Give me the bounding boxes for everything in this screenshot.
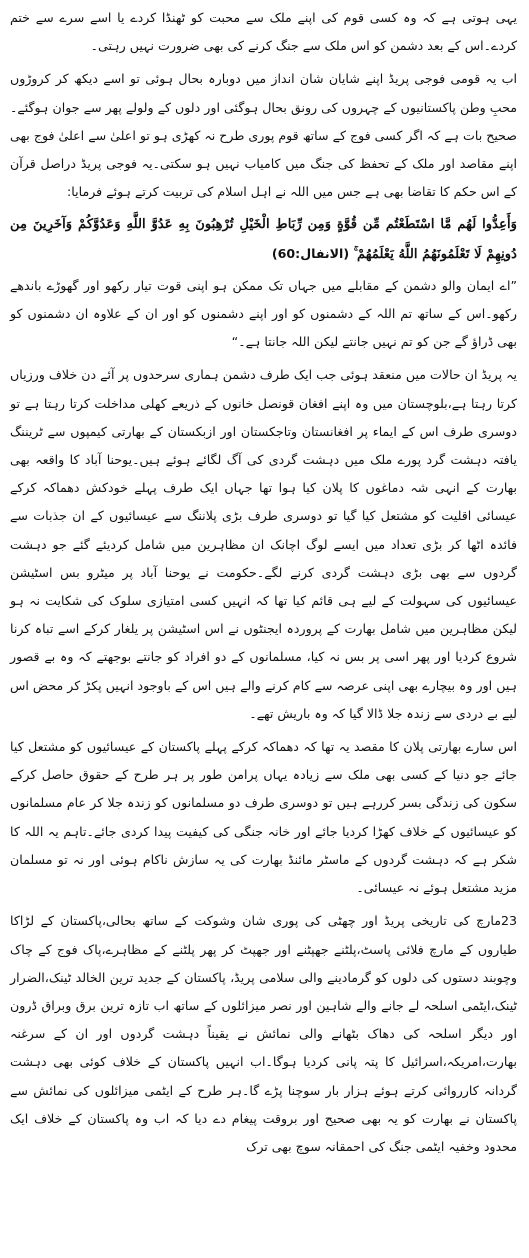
paragraph-march-23: 23مارچ کی تاریخی پریڈ اور چھٹی کی پوری شان وشوکت کے ساتھ بحالی،پاکستان کے لڑاکا طیاروں کے مارچ فلائی پاسٹ،پلٹنے جھپٹنے اور جھپٹ کر پھر پلٹنے کے مظاہرے،پاک فوج کے چاک وچوبند دستوں کی دلوں کو گرمادینے والی سلامی پریڈ، پاکستان کے جدید ترین الخالد ٹینک،الضرار ٹینک،ایٹمی اسلحہ لے جانے والے شاہین اور نصر میزائلوں کے ساتھ اب تازہ ترین برق وبراق ڈرون اور دیگر اسلحہ کی دھاک بٹھانے والی نمائش نے یقیناً دہشت گردوں اور ان کے سرغنہ بھارت،امریکہ،اسرائیل کا پتہ پانی کردیا ہوگا۔اب انہیں پاکستان کے خلاف کوئی بھی دہشت گردانہ کارروائی کرتے ہوئے ہزار بار سوچنا پڑے گا۔ہر طرح کے ایٹمی میزائلوں کی نمائش سے پاکستان نے بھارت کو یہ بھی صحیح اور بروقت پیغام دے دیا کہ اب وہ پاکستان کے خلاف ایک محدود وخفیہ ایٹمی جنگ کی احمقانہ سوچ بھی ترک: [10, 913, 517, 1154]
verse-translation: ”اے ایمان والو دشمن کے مقابلے میں جہاں تک ممکن ہو اپنی قوت تیار رکھو اور گھوڑے باندھے رکھو۔اس کے ساتھ تم اللہ کے دشمنوں کو اور اپنے دشمنوں کو اور ان کے علاوہ ان دشمنوں کو بھی ڈراؤ گے جن کو تم نہیں جانتے لیکن اللہ جانتا ہے۔“: [10, 277, 517, 350]
paragraph-circumstances: یہ پریڈ ان حالات میں منعقد ہوئی جب ایک طرف دشمن ہماری سرحدوں پر آئے دن خلاف ورزیاں کرتا رہتا ہے،بلوچستان میں وہ اپنے افغان قونصل خانوں کے ذریعے کھلی مداخلت کرتا رہتا ہے تو دوسری طرف اس کے ایماء پر افغانستان وتاجکستان اور ازبکستان کے بھارتی کیمپوں سے ٹریننگ یافتہ دہشت گرد پورے ملک میں دہشت گردی کی آگ لگائے ہوئے ہیں۔یوحنا آباد کا واقعہ بھی بھارت کے انہی شہ دماغوں کا پلان کیا ہوا تھا جہاں ایک طرف پہلے خودکش دھماکہ کرکے عیسائی اقلیت کو مشتعل کیا گیا تو دوسری طرف بڑی پلاننگ سے عیسائیوں کے ان جذبات سے فائدہ اٹھا کر بڑی تعداد میں ایسے لوگ اچانک ان مظاہرین میں شامل کردیئے گئے جو دہشت گردوں سے بھی بڑی دہشت گردی کرنے لگے۔حکومت نے یوحنا آباد پر میٹرو بس اسٹیشن عیسائیوں کی سہولت کے لیے ہی قائم کیا تھا کہ انہیں کسی امتیازی سلوک کی شکایت نہ ہو لیکن مظاہرین میں شامل بھارت کے پروردہ ایجنٹوں نے اس اسٹیشن پر یلغار کرکے اسے تباہ کرنا شروع کردیا اور پھر اسی پر بس نہ کیا، مسلمانوں کے دو افراد کو جانتے بوجھتے کہ وہ بے قصور ہیں اور وہ بیچارے بھی اپنی عرصہ سے کام کرنے والے ہیں اس کے باوجود انہیں پکڑ کر محض اس لیے بے دردی سے زندہ جلا ڈالا گیا کہ وہ باریش تھے۔: [10, 367, 517, 721]
paragraph-parade-restored: اب یہ قومی فوجی پریڈ اپنے شایان شان انداز میں دوبارہ بحال ہوئی تو اسے دیکھ کر کروڑوں محبِ وطن پاکستانیوں کے چہروں کی رونق بحال ہوگئی اور دلوں کے ولولے پھر سے جوان ہوگئے۔صحیح بات ہے کہ اگر کسی فوج کے ساتھ قوم پوری طرح نہ کھڑی ہو تو اعلیٰ سے اعلیٰ فوج بھی اپنے مقاصد اور ملک کے تحفظ کی جنگ میں کامیاب نہیں ہو سکتی۔یہ فوجی پریڈ دراصل قرآن کے اس حکم کا تقاضا بھی ہے جس میں اللہ نے اہل اسلام کی تربیت کرتے ہوئے فرمایا:: [10, 71, 517, 200]
paragraph-intro: یہی ہوتی ہے کہ وہ کسی قوم کی اپنے ملک سے محبت کو ٹھنڈا کردے یا اسے سرے سے ختم کردے۔اس کے بعد دشمن کو اس ملک سے جنگ کرنے کی بھی ضرورت نہیں رہتی۔: [10, 10, 517, 54]
quran-verse-text: وَأَعِدُّوا لَهُم مَّا اسْتَطَعْتُم مِّن قُوَّةٍ وَمِن رِّبَاطِ الْخَيْلِ تُرْهِبُونَ بِهِ عَدُوَّ اللَّهِ وَعَدُوَّكُمْ وَآخَرِينَ مِن دُونِهِمْ لَا تَعْلَمُونَهُمُ اللَّهُ يَعْلَمُهُمْ ۚ: [10, 217, 517, 262]
paragraph-indian-plan: اس سارے بھارتی پلان کا مقصد یہ تھا کہ دھماکہ کرکے پہلے پاکستان کے عیسائیوں کو مشتعل کیا جائے جو دنیا کے کسی بھی ملک سے زیادہ یہاں پرامن طور پر ہر طرح کے حقوق حاصل کرکے سکون کی زندگی بسر کررہے ہیں تو دوسری طرف دو مسلمانوں کو زندہ جلا کر عام مسلمانوں کو عیسائیوں کے خلاف کھڑا کردیا جائے اور خانہ جنگی کی کیفیت پیدا کردی جائے۔تاہم یہ اللہ کا شکر ہے کہ دہشت گردوں کے ماسٹر مائنڈ بھارت کی یہ سازش ناکام ہوئی اور نہ تو مسلمان مزید مشتعل ہوئے نہ عیسائی۔: [10, 739, 517, 896]
verse-reference: (الانفال:60): [271, 245, 350, 261]
quran-verse: [10, 211, 517, 268]
